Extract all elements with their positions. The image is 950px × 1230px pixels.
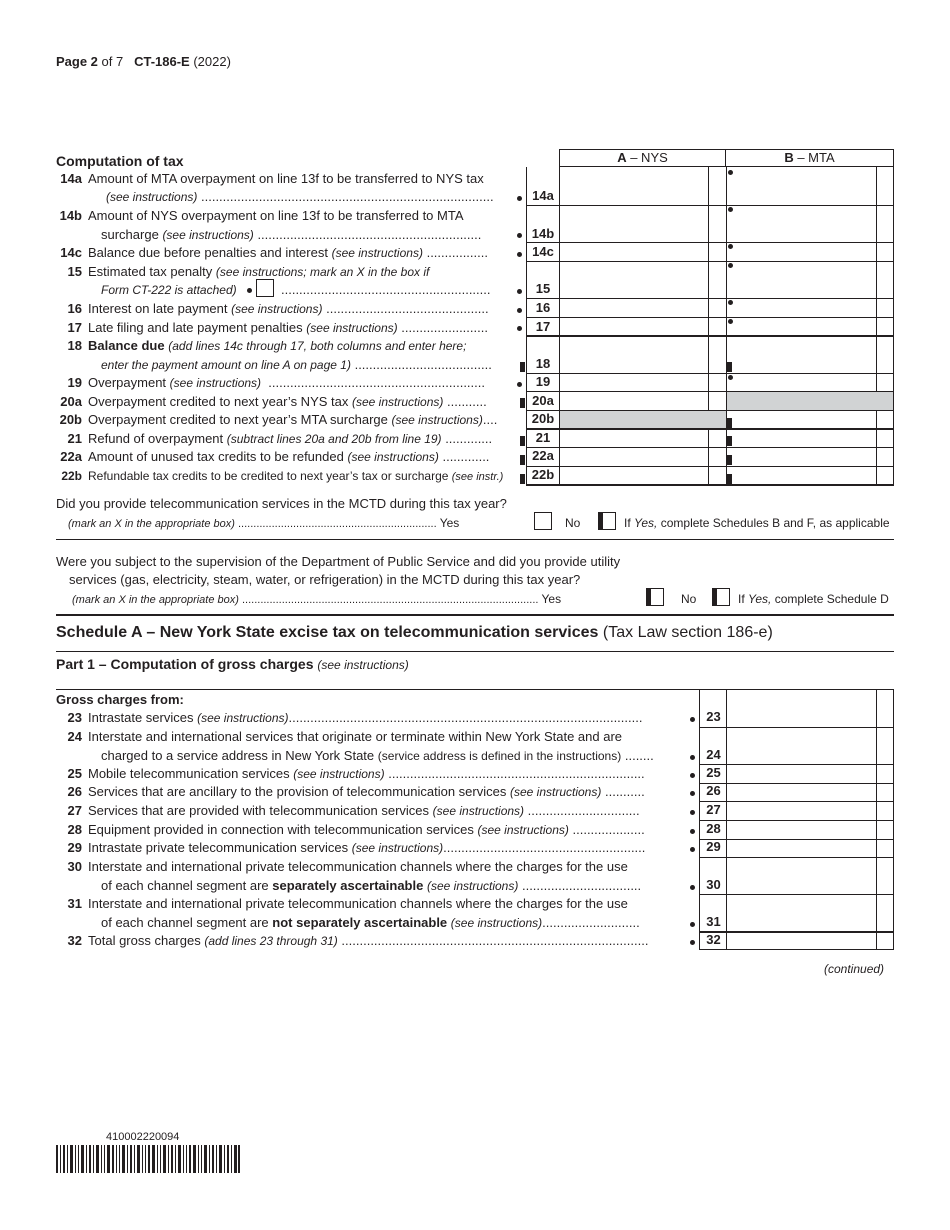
input-31[interactable] [727, 895, 876, 931]
column-b-header: B – MTA [726, 149, 894, 167]
input-15-b[interactable] [727, 262, 876, 298]
form-id: CT-186-E [134, 54, 190, 69]
input-22a-a[interactable] [560, 448, 708, 466]
input-22a-b[interactable] [727, 448, 876, 466]
form-year: (2022) [193, 54, 231, 69]
input-14b-b[interactable] [727, 206, 876, 242]
input-28[interactable] [727, 821, 876, 839]
shaded-cell-20b-a [560, 411, 726, 428]
input-29[interactable] [727, 840, 876, 857]
input-30[interactable] [727, 858, 876, 894]
input-14a-a[interactable] [560, 168, 708, 205]
computation-title: Computation of tax [56, 153, 184, 169]
input-23[interactable] [727, 690, 876, 727]
part1-title: Part 1 – Computation of gross charges (see instructions) [56, 656, 409, 672]
shaded-cell-20a-b [727, 392, 893, 410]
input-21-b[interactable] [727, 430, 876, 447]
schedule-a-title: Schedule A – New York State excise tax on telecommunication services (Tax Law section 186-e) [56, 624, 773, 641]
input-20a-a[interactable] [560, 392, 708, 410]
page-of: of 7 [101, 54, 124, 69]
q2-yes-checkbox[interactable] [646, 588, 664, 606]
input-21-a[interactable] [560, 430, 708, 447]
input-17-a[interactable] [560, 318, 708, 335]
input-27[interactable] [727, 802, 876, 820]
input-14c-b[interactable] [727, 243, 876, 261]
input-14b-a[interactable] [560, 206, 708, 242]
gross-charges-label: Gross charges from: [56, 692, 184, 707]
form-ct222-checkbox[interactable] [256, 279, 274, 297]
page-header [56, 54, 231, 69]
input-20b-b[interactable] [727, 411, 876, 428]
page-label: Page 2 [56, 54, 98, 69]
q2-question: Were you subject to the supervision of the Department of Public Service and did you provide utility [56, 554, 621, 569]
input-17-b[interactable] [727, 318, 876, 335]
input-16-b[interactable] [727, 299, 876, 317]
input-15-a[interactable] [560, 262, 708, 298]
barcode-image [56, 1145, 240, 1173]
continued-label: (continued) [824, 962, 885, 976]
input-16-a[interactable] [560, 299, 708, 317]
input-18-b[interactable] [727, 337, 876, 373]
input-14a-b[interactable] [727, 168, 876, 205]
input-18-a[interactable] [560, 337, 708, 373]
input-14c-a[interactable] [560, 243, 708, 261]
input-19-a[interactable] [560, 374, 708, 391]
input-22b-a[interactable] [560, 467, 708, 484]
q1-yes-checkbox[interactable] [534, 512, 552, 530]
column-a-header: A – NYS [559, 149, 726, 167]
input-24[interactable] [727, 728, 876, 764]
q2-no-checkbox[interactable] [712, 588, 730, 606]
input-25[interactable] [727, 765, 876, 783]
input-22b-b[interactable] [727, 467, 876, 484]
barcode-number: 410002220094 [106, 1131, 180, 1143]
q1-no-checkbox[interactable] [598, 512, 616, 530]
input-32[interactable] [727, 933, 876, 949]
input-19-b[interactable] [727, 374, 876, 391]
q1-question: Did you provide telecommunication services in the MCTD during this tax year? [56, 496, 507, 511]
input-26[interactable] [727, 784, 876, 801]
